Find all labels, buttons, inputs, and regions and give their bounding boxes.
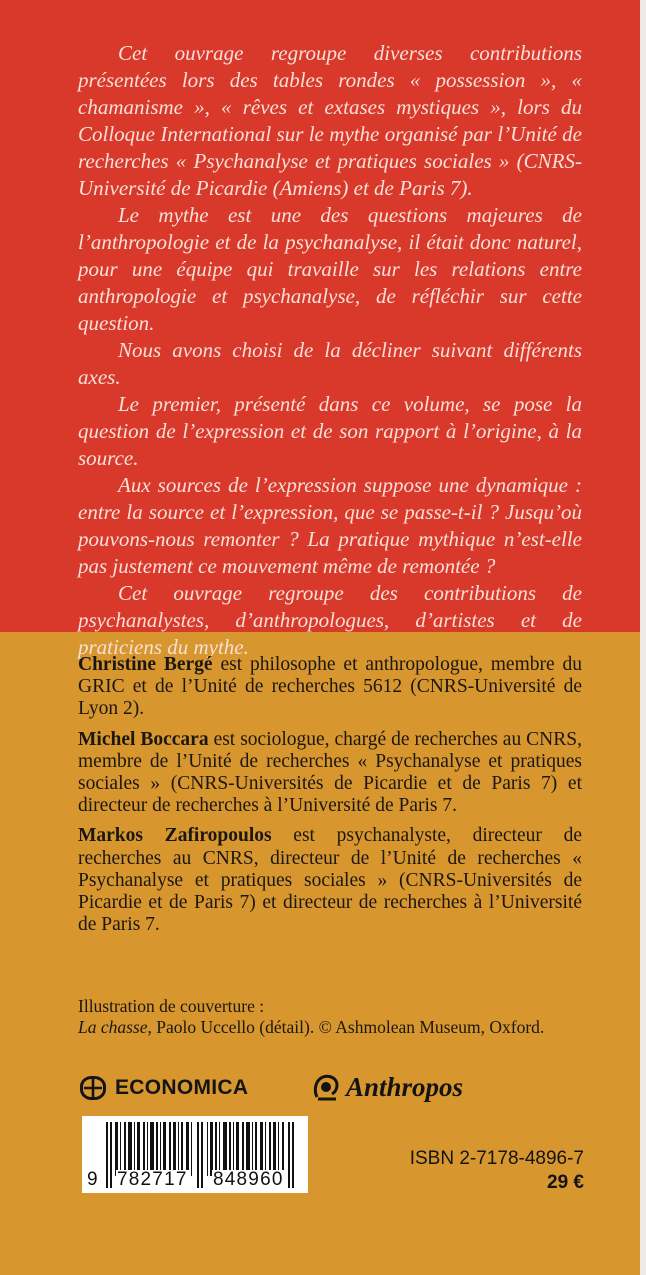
author-bio — [78, 729, 582, 818]
synopsis-paragraph: Aux sources de l’expression suppose une dynamique : entre la source et l’expression, que se passe-t-il ? Jusqu’où pouvons-nous remonter ? La pratique mythique n’est-elle pas justement ce mouvement même de remontée ? — [78, 473, 582, 578]
isbn: ISBN 2-7178-4896-7 — [409, 1148, 584, 1169]
page-edge — [640, 0, 646, 1275]
illustration-credit: , Paolo Uccello (détail). © Ashmolean Museum, Oxford. — [147, 1017, 545, 1037]
synopsis-paragraph: Le premier, présenté dans ce volume, se pose la question de l’expression et de son rapport à l’origine, à la source. — [78, 392, 582, 470]
economica-name: ECONOMICA — [115, 1076, 249, 1099]
author-bio — [78, 654, 582, 721]
author-description: est sociologue, chargé de recherches au CNRS, membre de l’Unité de recherches « Psychanalyse et pratiques sociales » (CNRS-Universités de Picardie et de Paris 7) et directeur de recherches à l’Université de Paris 7. — [78, 728, 582, 817]
economica-logo-icon — [80, 1076, 106, 1100]
synopsis-paragraph: Le mythe est une des questions majeures de l’anthropologie et de la psychanalyse, il était donc naturel, pour une équipe qui travaille sur les relations entre anthropologie et psychanalyse, de réfléchir sur cette question. — [78, 203, 582, 335]
author-name: Markos Zafiropoulos — [78, 825, 272, 847]
cover-illustration-credit — [78, 996, 582, 1038]
illustration-title: La chasse — [78, 1017, 148, 1037]
author-description: est psychanalyste, directeur de recherches au CNRS, directeur de l’Unité de recherches « Psychanalyse et pratiques sociales » (CNRS-Universités de Picardie et de Paris 7) et directeur de recherches à l’Université de Paris 7. — [78, 825, 582, 936]
synopsis-paragraph: Cet ouvrage regroupe diverses contributions présentées lors des tables rondes « possession », « chamanisme », « rêves et extases mystiques », lors du Colloque International sur le mythe organisé par l’Unité de recherches « Psychanalyse et pratiques sociales » (CNRS-Université de Picardie (Amiens) et de Paris 7). — [78, 41, 582, 200]
anthropos-logo-icon — [312, 1073, 340, 1103]
author-bio — [78, 825, 582, 936]
barcode-right-digits: 848960 — [213, 1169, 284, 1190]
synopsis-paragraph: Nous avons choisi de la décliner suivant différents axes. — [78, 338, 582, 389]
author-name: Christine Bergé — [78, 654, 213, 675]
author-bios — [78, 654, 582, 944]
illustration-credit-line — [78, 1017, 582, 1038]
barcode-first-digit: 9 — [87, 1169, 98, 1190]
economica-logo — [80, 1076, 248, 1100]
anthropos-logo — [312, 1072, 463, 1103]
price: 29 € — [547, 1172, 584, 1193]
barcode — [82, 1116, 308, 1193]
barcode-left-digits: 782717 — [117, 1169, 188, 1190]
author-description: est philosophe et anthropologue, membre du GRIC et de l’Unité de recherches 5612 (CNRS-Université de Lyon 2). — [78, 654, 582, 720]
anthropos-name: Anthropos — [346, 1072, 464, 1102]
synopsis-text — [78, 40, 582, 661]
synopsis-paragraph: Cet ouvrage regroupe des contributions de psychanalystes, d’anthropologues, d’artistes et de praticiens du mythe. — [78, 581, 582, 659]
illustration-label: Illustration de couverture : — [78, 996, 265, 1016]
author-name: Michel Boccara — [78, 728, 209, 750]
